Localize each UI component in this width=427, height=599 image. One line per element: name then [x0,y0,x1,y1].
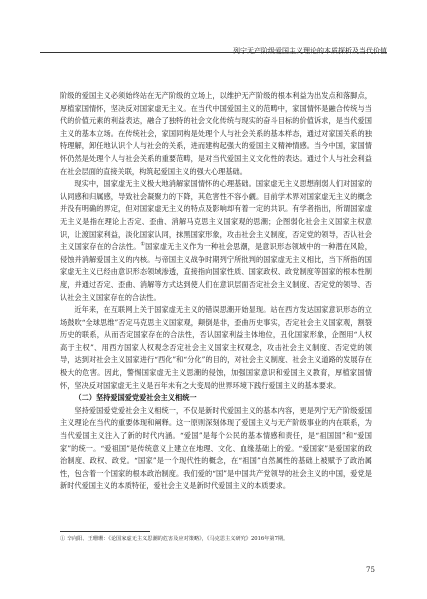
paragraph-2 [60,178,372,304]
footnote-text: 辛向阳、王珊珊：《论国家虚无主义思潮的危害及应对策略》，《马克思主义研究》2016年第7期。 [66,536,289,542]
paragraph-3: 近年来，在互联网上关于国家虚无主义的错误思潮开始显现。站在西方发达国家意识形态的立场鼓吹“全球思维”否定马克思主义国家观，颠倒是非，歪曲历史事实，否定社会主义国家观，割裂历史的联系，从而否定国家存在的合法性，否认国家利益主体地位，丑化国家形象，企图用“人权高于主权”、用西方国家人权观念否定社会主义国家主权观念，攻击社会主义制度、否定党的领导，达到对社会主义国家进行“西化”和“分化”的目的，对社会主义制度、社会主义道路的发展存在极大的危害。因此，警惕国家虚无主义思潮的侵蚀，加强国家意识和爱国主义教育，厚植家国情怀，坚决反对国家虚无主义是百年未有之大变局的世界环境下践行爱国主义的基本要求。 [60,305,372,390]
paragraph-2-text-before: 现实中，国家虚无主义极大地消解家国情怀的心理基础。国家虚无主义思想削弱人们对国家的认同感和归属感，导致社会凝聚力的下降，其危害性不容小觑。目前学术界对国家虚无主义的概念并没有明确的界定，但对国家虚无主义的特点及影响却有着一定的共识。有学者指出，所谓国家虚无主义是指在理论上否定、歪曲、消解马克思主义国家观的思潮；企图弱化社会主义国家主权意识，让渡国家利益，淡化国家认同，抹黑国家形象，攻击社会主义制度，否定党的领导，否认社会主义国家存在的合法性。 [60,179,372,252]
paragraph-2-text-after: 国家虚无主义作为一种社会思潮，是意识形态领域中的一种潜在风险，侵蚀并消解爱国主义的内核。与帝国主义战争时期列宁所批判的国家虚无主义相比，当下所指的国家虚无主义已经由意识形态领域渗透，直接指向国家性质、国家政权、政党制度等国家的根本性制度，并通过否定、歪曲、消解等方式达到使人们在意识层面否定社会主义制度、否定党的领导、否认社会主义国家存在的合法性。 [60,242,372,302]
article-body [60,90,372,493]
running-header [40,38,387,53]
running-title: 列宁无产阶级爱国主义理论的本质探析及当代价值 [233,47,387,55]
paragraph-1: 阶级的爱国主义必须始终站在无产阶级的立场上，以维护无产阶级的根本利益为出发点和落脚点，厚植家国情怀，坚决反对国家虚无主义。在当代中国爱国主义的范畴中，家国情怀是融合传统与当代的价值元素的利益表达，融合了独特的社会文化传统与现实的奋斗目标的价值诉求，是当代爱国主义的基本立场。在传统社会，家国同构是处理个人与社会关系的基本样态，通过对家国关系的独特理解，卸任地认识个人与社会的关系，进而建构起强大的爱国主义精神情感。当今中国，家国情怀仍然是处理个人与社会关系的重要范畴，是对当代爱国主义文化性的表达。通过个人与社会利益在社会层面的直接关联，构筑起爱国主义的强大心理基础。 [60,91,372,176]
footnote [60,535,372,543]
footnote-reference: ① [140,241,146,248]
footnote-divider [60,531,150,532]
footnote-marker: ① [60,536,66,542]
paragraph-4: 坚持爱国爱党爱社会主义相统一，不仅是新时代爱国主义的基本内容，更是列宁无产阶级爱国主义理论在当代的重要体现和阐释。这一原则深刻体现了爱国主义与无产阶级事业的内在联系，为当代爱国主义注入了新的时代内涵。“爱国”是每个公民的基本情感和责任，是“祖国国”和“爱国家”的统一。“爱祖国”是传统意义上建立在地理、文化、血缘基础上的爱。“爱国家”是爱国家的政治制度、政权、政党。“国家”是一个现代性的概念，在“祖国”自然属性的基础上被赋予了政治属性，包含着一个国家的根本政治制度。我们爱的“国”是中国共产党领导的社会主义的中国，爱党是新时代爱国主义的本质特征，爱社会主义是新时代爱国主义的本质要求。 [60,405,372,491]
page-number: 75 [366,566,375,574]
section-subheading: （二）坚持爱国爱党爱社会主义相统一 [74,393,197,403]
